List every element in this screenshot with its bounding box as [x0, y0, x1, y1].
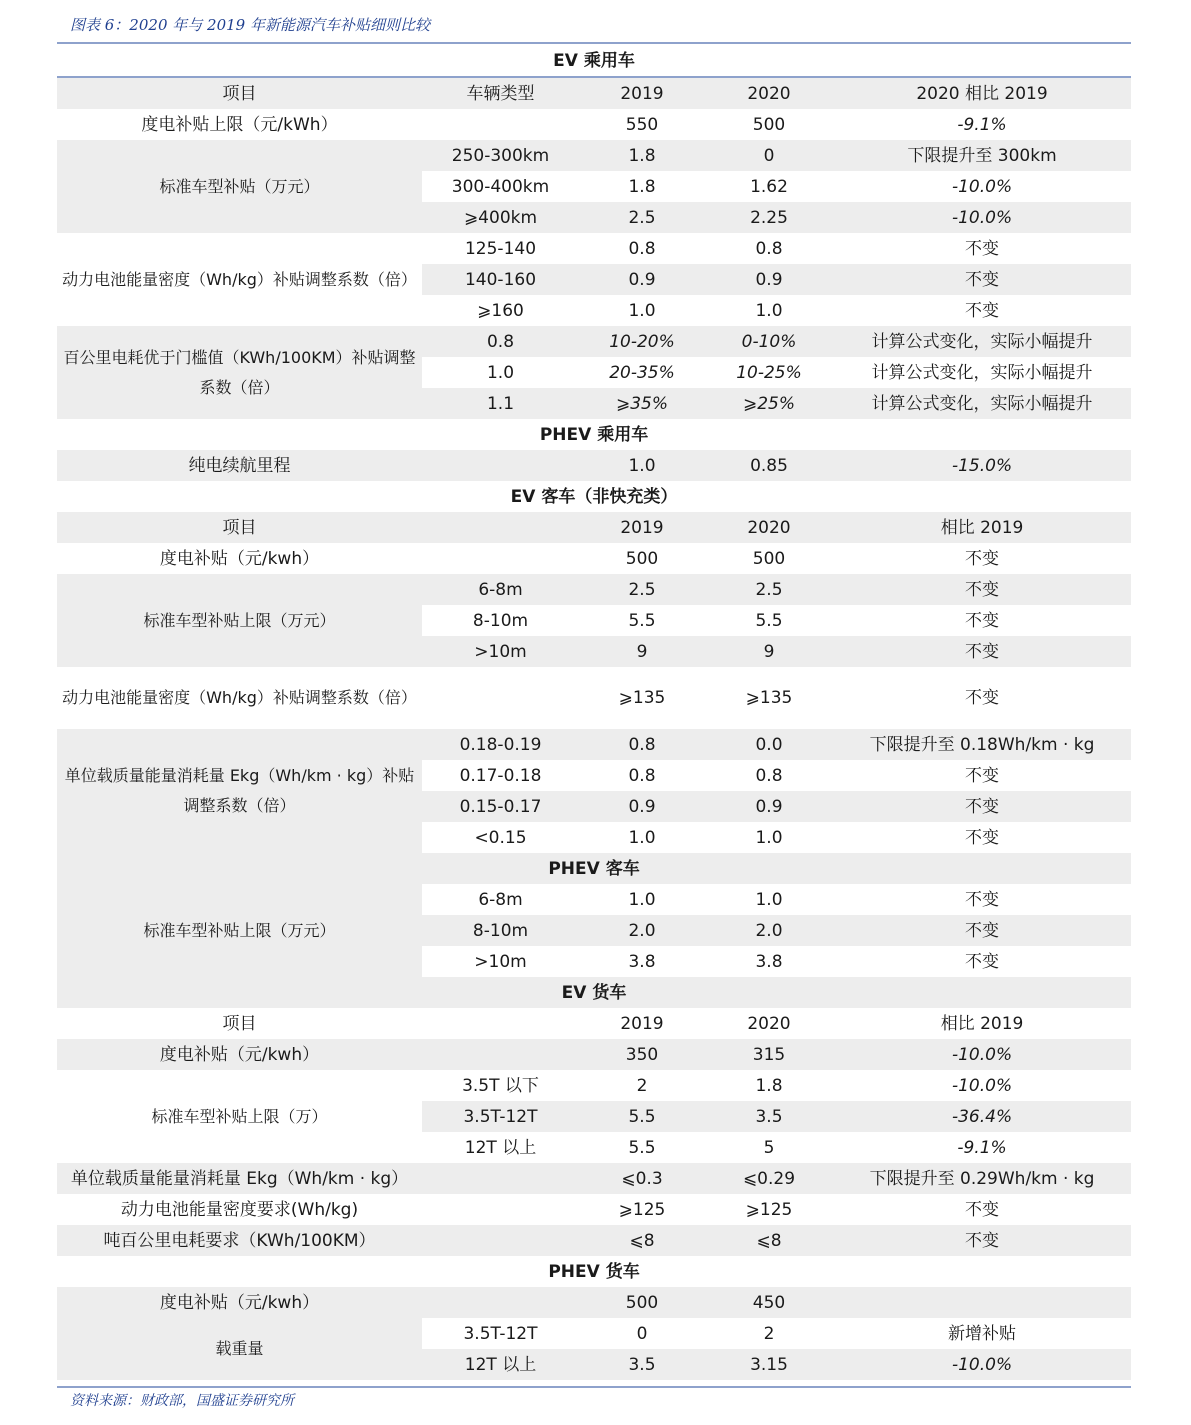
- cell-2020: ⩾135: [745, 688, 793, 708]
- header-row: [57, 512, 1131, 543]
- cell-change: 计算公式变化，实际小幅提升: [833, 326, 1131, 357]
- row-label: 百公里电耗优于门槛值（KWh/100KM）补贴调整系数（倍）: [57, 326, 422, 419]
- row-label: 单位载质量能量消耗量 Ekg（Wh/km · kg）补贴调整系数（倍）: [57, 729, 422, 853]
- cell-type: 250-300km: [422, 140, 579, 171]
- cell-change: -9.1%: [957, 114, 1007, 135]
- table-row: [57, 140, 1131, 171]
- cell-2020: 1.0: [755, 889, 783, 910]
- figure-caption: 图表 6：2020 年与 2019 年新能源汽车补贴细则比较: [70, 16, 430, 34]
- table-row: [57, 233, 1131, 264]
- cell-2019: 1.0: [579, 450, 705, 481]
- cell-type: 0.18-0.19: [422, 729, 579, 760]
- table-row: [57, 1318, 1131, 1349]
- cell-2019: 0.8: [628, 765, 656, 786]
- cell-change: 不变: [833, 264, 1131, 295]
- cell-2019: 1.8: [579, 140, 705, 171]
- cell-2019: ⩽8: [579, 1225, 705, 1256]
- cell-2020: 2.5: [705, 574, 833, 605]
- cell-type: 0.17-0.18: [459, 765, 542, 786]
- cell-2020: 3.5: [705, 1101, 833, 1132]
- cell-change: -10.0%: [951, 1075, 1013, 1096]
- row-label: 单位载质量能量消耗量 Ekg（Wh/km · kg）: [57, 1163, 422, 1194]
- header-item: 项目: [57, 512, 422, 543]
- row-label: 标准车型补贴（万元）: [57, 140, 422, 233]
- cell-2019: 20-35%: [609, 362, 675, 383]
- header-change: 相比 2019: [940, 1013, 1024, 1034]
- cell-change: -10.0%: [833, 1349, 1131, 1380]
- cell-change: 不变: [965, 300, 1000, 321]
- cell-2019: ⩽0.3: [579, 1163, 705, 1194]
- cell-2019: 350: [579, 1039, 705, 1070]
- cell-2020: 3.8: [755, 951, 783, 972]
- cell-change: -36.4%: [833, 1101, 1131, 1132]
- cell-change: [833, 1287, 1131, 1318]
- table-row: [57, 450, 1131, 481]
- header-2020: 2020: [705, 512, 833, 543]
- cell-change: 计算公式变化，实际小幅提升: [833, 388, 1131, 419]
- cell-change: -10.0%: [833, 1039, 1131, 1070]
- table-row: [57, 1070, 1131, 1101]
- cell-type: [422, 1194, 579, 1225]
- cell-type: [422, 1287, 579, 1318]
- cell-2020: 0.85: [705, 450, 833, 481]
- header-item: 项目: [222, 1013, 257, 1034]
- cell-2020: 0.0: [705, 729, 833, 760]
- header-2019: 2019: [579, 512, 705, 543]
- row-label: 标准车型补贴上限（万元）: [57, 884, 422, 977]
- cell-type: <0.15: [474, 827, 527, 848]
- cell-change: -15.0%: [833, 450, 1131, 481]
- cell-type: 3.5T-12T: [422, 1101, 579, 1132]
- header-row: [57, 77, 1131, 109]
- header-row: [57, 1008, 1131, 1039]
- row-label: 动力电池能量密度要求(Wh/kg): [120, 1199, 359, 1220]
- cell-2020: 1.62: [750, 176, 788, 197]
- row-label: 动力电池能量密度（Wh/kg）补贴调整系数（倍）: [57, 233, 422, 326]
- section-ev-bus: [57, 481, 1131, 512]
- header-type: 车辆类型: [422, 77, 579, 109]
- cell-change: 不变: [965, 688, 1000, 708]
- cell-2020: ⩾25%: [705, 388, 833, 419]
- cell-type: 300-400km: [451, 176, 550, 197]
- table-row: [57, 326, 1131, 357]
- cell-change: 不变: [965, 238, 1000, 259]
- cell-2020: 315: [705, 1039, 833, 1070]
- cell-2020: 1.0: [755, 827, 783, 848]
- section-title: PHEV 乘用车: [539, 424, 649, 445]
- cell-2019: 0.9: [579, 791, 705, 822]
- row-label: 纯电续航里程: [57, 450, 422, 481]
- cell-2019: 550: [625, 114, 659, 135]
- table-row: [57, 1194, 1131, 1225]
- header-2019: 2019: [620, 1013, 664, 1034]
- header-change: 2020 相比 2019: [833, 77, 1131, 109]
- row-label: 度电补贴（元/kwh）: [159, 548, 320, 569]
- cell-type: ⩾160: [477, 300, 524, 321]
- cell-2019: 500: [579, 1287, 705, 1318]
- cell-2020: 500: [752, 114, 786, 135]
- cell-type: [422, 1225, 579, 1256]
- cell-2019: 0.9: [579, 264, 705, 295]
- cell-type: [422, 450, 579, 481]
- cell-2020: 2.25: [705, 202, 833, 233]
- cell-change: 不变: [965, 1199, 1000, 1220]
- cell-2019: 0: [636, 1323, 648, 1344]
- cell-type: 6-8m: [478, 889, 523, 910]
- row-label: 吨百公里电耗要求（KWh/100KM）: [57, 1225, 422, 1256]
- cell-2020: 3.15: [705, 1349, 833, 1380]
- cell-change: 不变: [965, 765, 1000, 786]
- cell-type: 8-10m: [472, 610, 529, 631]
- cell-2019: 500: [625, 548, 659, 569]
- row-label: 度电补贴（元/kwh）: [57, 1039, 422, 1070]
- cell-type: 3.5T 以下: [462, 1075, 539, 1096]
- cell-change: 不变: [833, 791, 1131, 822]
- cell-type: >10m: [422, 636, 579, 667]
- cell-2019: 5.5: [628, 610, 656, 631]
- cell-change: 计算公式变化，实际小幅提升: [871, 362, 1093, 383]
- cell-type: 1.0: [486, 362, 515, 383]
- cell-type: 125-140: [464, 238, 537, 259]
- table-row: [57, 574, 1131, 605]
- header-2019: 2019: [579, 77, 705, 109]
- cell-2020: ⩾125: [745, 1199, 793, 1220]
- section-title: PHEV 客车: [57, 853, 1131, 884]
- section-ev-truck: [57, 977, 1131, 1008]
- cell-2020: 0: [705, 140, 833, 171]
- cell-change: 不变: [965, 610, 1000, 631]
- cell-change: 不变: [965, 889, 1000, 910]
- cell-change: 不变: [833, 1225, 1131, 1256]
- row-label: 动力电池能量密度（Wh/kg）补贴调整系数（倍）: [62, 688, 417, 707]
- cell-2019: 10-20%: [579, 326, 705, 357]
- cell-2019: 2: [636, 1075, 648, 1096]
- cell-2019: 2.5: [579, 574, 705, 605]
- cell-2019: 5.5: [579, 1101, 705, 1132]
- cell-2019: ⩾35%: [579, 388, 705, 419]
- cell-type: 6-8m: [422, 574, 579, 605]
- section-title: EV 货车: [57, 977, 1131, 1008]
- row-label: 载重量: [57, 1318, 422, 1380]
- cell-2020: 1.0: [755, 300, 783, 321]
- cell-2020: 9: [705, 636, 833, 667]
- row-label: 标准车型补贴上限（万）: [57, 1070, 422, 1163]
- header-type: [422, 512, 579, 543]
- header-change: 相比 2019: [833, 512, 1131, 543]
- source-note: 资料来源：财政部，国盛证券研究所: [70, 1393, 294, 1409]
- row-label: 度电补贴上限（元/kWh）: [141, 114, 338, 135]
- cell-type: 3.5T-12T: [463, 1323, 538, 1344]
- cell-type: >10m: [474, 951, 527, 972]
- cell-change: 不变: [833, 915, 1131, 946]
- cell-change: 不变: [833, 574, 1131, 605]
- cell-2019: 1.8: [628, 176, 656, 197]
- row-label: 度电补贴（元/kwh）: [57, 1287, 422, 1318]
- table-row: [57, 884, 1131, 915]
- table-row: [57, 1039, 1131, 1070]
- cell-2020: 500: [752, 548, 786, 569]
- cell-2019: 0.8: [579, 729, 705, 760]
- table-row: [57, 729, 1131, 760]
- table-row: [57, 1287, 1131, 1318]
- cell-2019: 0.8: [628, 238, 656, 259]
- cell-2020: 0.8: [755, 238, 783, 259]
- subsidy-comparison-table: [57, 45, 1131, 1380]
- header-2020: 2020: [705, 77, 833, 109]
- section-title: PHEV 货车: [548, 1261, 640, 1282]
- cell-2020: 0.9: [705, 791, 833, 822]
- header-2020: 2020: [747, 1013, 791, 1034]
- section-phev-truck: [57, 1256, 1131, 1287]
- cell-change: 不变: [965, 548, 1000, 569]
- cell-2019: 9: [579, 636, 705, 667]
- cell-type: 8-10m: [422, 915, 579, 946]
- cell-change: 不变: [965, 951, 1000, 972]
- cell-type: 0.15-0.17: [422, 791, 579, 822]
- section-title: EV 乘用车: [57, 45, 1131, 77]
- cell-2020: 5.5: [755, 610, 783, 631]
- cell-2020: 450: [705, 1287, 833, 1318]
- cell-2020: 10-25%: [736, 362, 802, 383]
- cell-type: [422, 543, 579, 574]
- cell-2020: 0.9: [705, 264, 833, 295]
- cell-type: 12T 以上: [464, 1137, 537, 1158]
- cell-2019: 3.8: [628, 951, 656, 972]
- section-phev-bus: [57, 853, 1131, 884]
- cell-2019: ⩾125: [618, 1199, 666, 1220]
- cell-2020: 0.8: [755, 765, 783, 786]
- row-label: 标准车型补贴上限（万元）: [57, 574, 422, 667]
- table-row: [57, 667, 1131, 729]
- cell-change: 下限提升至 0.29Wh/km · kg: [833, 1163, 1131, 1194]
- cell-type: 1.1: [422, 388, 579, 419]
- cell-2019: 1.0: [628, 300, 656, 321]
- cell-type: [422, 667, 579, 729]
- top-rule: [57, 42, 1131, 44]
- cell-change: -9.1%: [957, 1137, 1007, 1158]
- cell-2019: 2.0: [579, 915, 705, 946]
- cell-2019: 1.0: [628, 889, 656, 910]
- cell-type: ⩾400km: [422, 202, 579, 233]
- cell-type: 12T 以上: [422, 1349, 579, 1380]
- cell-type: [422, 109, 579, 140]
- cell-change: -10.0%: [833, 202, 1131, 233]
- table-row: [57, 1163, 1131, 1194]
- header-type: [422, 1008, 579, 1039]
- cell-type: 140-160: [422, 264, 579, 295]
- cell-2020: 1.8: [755, 1075, 783, 1096]
- cell-2019: ⩾135: [618, 688, 666, 708]
- cell-change: 新增补贴: [948, 1323, 1017, 1344]
- cell-type: [422, 1163, 579, 1194]
- cell-type: [422, 1039, 579, 1070]
- cell-2020: 5: [763, 1137, 775, 1158]
- cell-2020: 2: [763, 1323, 775, 1344]
- cell-change: 不变: [833, 636, 1131, 667]
- section-phev-passenger: [57, 419, 1131, 450]
- cell-change: 不变: [965, 827, 1000, 848]
- cell-2019: 5.5: [628, 1137, 656, 1158]
- cell-change: -10.0%: [951, 176, 1013, 197]
- cell-change: 下限提升至 0.18Wh/km · kg: [833, 729, 1131, 760]
- bottom-rule: [57, 1386, 1131, 1388]
- cell-type: 0.8: [422, 326, 579, 357]
- cell-2020: ⩽8: [705, 1225, 833, 1256]
- table-row: [57, 1225, 1131, 1256]
- cell-2019: 2.5: [579, 202, 705, 233]
- section-title: EV 客车（非快充类）: [510, 486, 678, 507]
- header-item: 项目: [57, 77, 422, 109]
- cell-2019: 3.5: [579, 1349, 705, 1380]
- cell-change: 下限提升至 300km: [833, 140, 1131, 171]
- cell-2020: ⩽0.29: [705, 1163, 833, 1194]
- cell-2020: 2.0: [705, 915, 833, 946]
- table-row: [57, 543, 1131, 574]
- cell-2020: 0-10%: [705, 326, 833, 357]
- cell-2019: 1.0: [628, 827, 656, 848]
- table-row: [57, 109, 1131, 140]
- section-ev-passenger: [57, 45, 1131, 77]
